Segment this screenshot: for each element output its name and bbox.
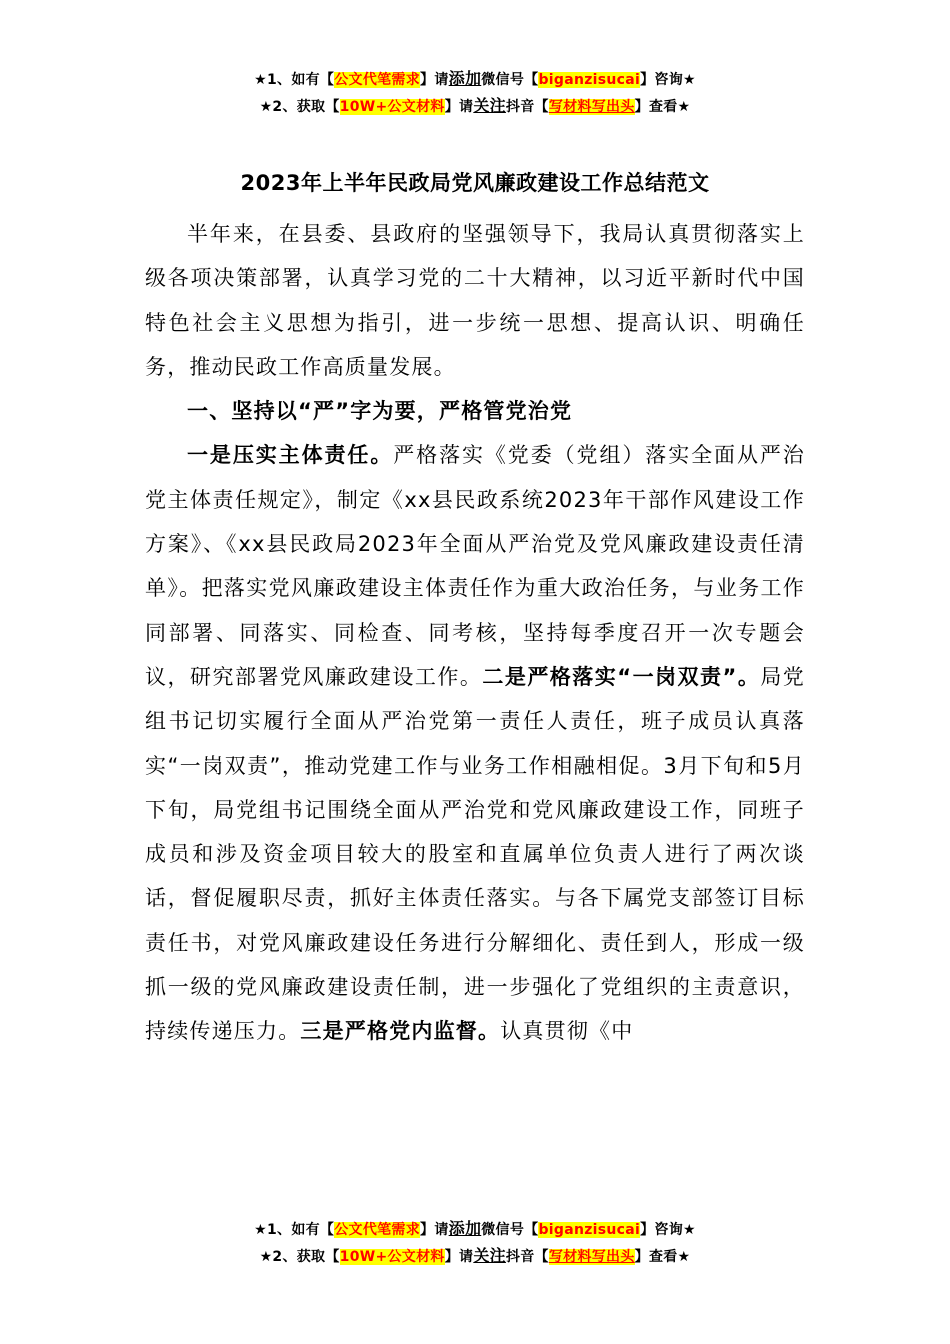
promo-text: 抖音【 [505,1249,549,1265]
document-title: 2023年上半年民政局党风廉政建设工作总结范文 [240,171,710,195]
promo-text: ★1、如有【 [254,72,335,88]
intro-paragraph: 半年来，在县委、县政府的坚强领导下，我局认真贯彻落实上级各项决策部署，认真学习党的二十大精神，以习近平新时代中国特色社会主义思想为指引，进一步统一思想、提高认识、明确任务，推动民政工作高质量发展。 [145,222,805,379]
promo-douyin-id: 写材料写出头 [548,99,635,115]
promo-text: 】请 [420,72,449,88]
promo-emphasis: 添加 [448,69,482,88]
promo-highlight: 公文代笔需求 [334,1222,421,1238]
promo-emphasis: 添加 [448,1219,482,1238]
promo-text: 】请 [444,99,474,115]
promo-text: ★1、如有【 [254,1222,335,1238]
point-text: 局党组书记切实履行全面从严治党第一责任人责任，班子成员认真落实“一岗双责”，推动党建工作与业务工作相融相促。3月下旬和5月下旬，局党组书记围绕全面从严治党和党风廉政建设工作，同班子成员和涉及资金项目较大的股室和直属单位负责人进行了两次谈话，督促履职尽责，抓好主体责任落实。与各下属党支部签订目标责任书，对党风廉政建设任务进行分解细化、责任到人，形成一级抓一级的党风廉政建设责任制，进一步强化了党组织的主责意识，持续传递压力。 [145,664,806,1044]
body-paragraph [145,433,805,1053]
promo-highlight: 10W+公文材料 [339,1249,445,1265]
point-lead: 一是压实主体责任。 [187,443,394,468]
header-promo-banner [0,66,950,120]
promo-highlight: 公文代笔需求 [334,72,421,88]
promo-line-1 [0,1216,950,1243]
promo-line-2 [0,1243,950,1270]
promo-emphasis: 关注 [473,96,506,115]
promo-text: 】咨询★ [640,1222,696,1238]
promo-text: ★2、获取【 [259,1249,340,1265]
promo-text: 抖音【 [505,99,549,115]
promo-text: 】查看★ [634,1249,691,1265]
promo-emphasis: 关注 [473,1246,506,1265]
promo-text: 】查看★ [634,99,691,115]
promo-highlight: 10W+公文材料 [339,99,445,115]
footer-promo-banner [0,1216,950,1270]
point-lead: 三是严格党内监督。 [300,1019,501,1044]
promo-text: 微信号【 [481,1222,539,1238]
promo-wechat-id: biganzisucai [538,1222,641,1238]
section-heading: 一、坚持以“严”字为要，严格管党治党 [187,399,573,424]
promo-wechat-id: biganzisucai [538,72,641,88]
point-text: 严格落实《党委（党组）落实全面从严治党主体责任规定》，制定《xx县民政系统2023年干部作风建设工作方案》、《xx县民政局2023年全面从严治党及党风廉政建设责任清单》。把落实党风廉政建设主体责任作为重大政治任务，与业务工作同部署、同落实、同检查、同考核，坚持每季度召开一次专题会议，研究部署党风廉政建设工作。 [145,443,805,689]
point-text: 认真贯彻《中 [500,1019,634,1044]
promo-text: 】咨询★ [640,72,696,88]
promo-douyin-id: 写材料写出头 [548,1249,635,1265]
promo-text: 】请 [420,1222,449,1238]
document-body [145,168,805,1054]
promo-text: ★2、获取【 [259,99,340,115]
promo-text: 】请 [444,1249,474,1265]
promo-text: 微信号【 [481,72,539,88]
promo-line-2 [0,93,950,120]
point-lead: 二是严格落实“一岗双责”。 [482,664,761,689]
promo-line-1 [0,66,950,93]
